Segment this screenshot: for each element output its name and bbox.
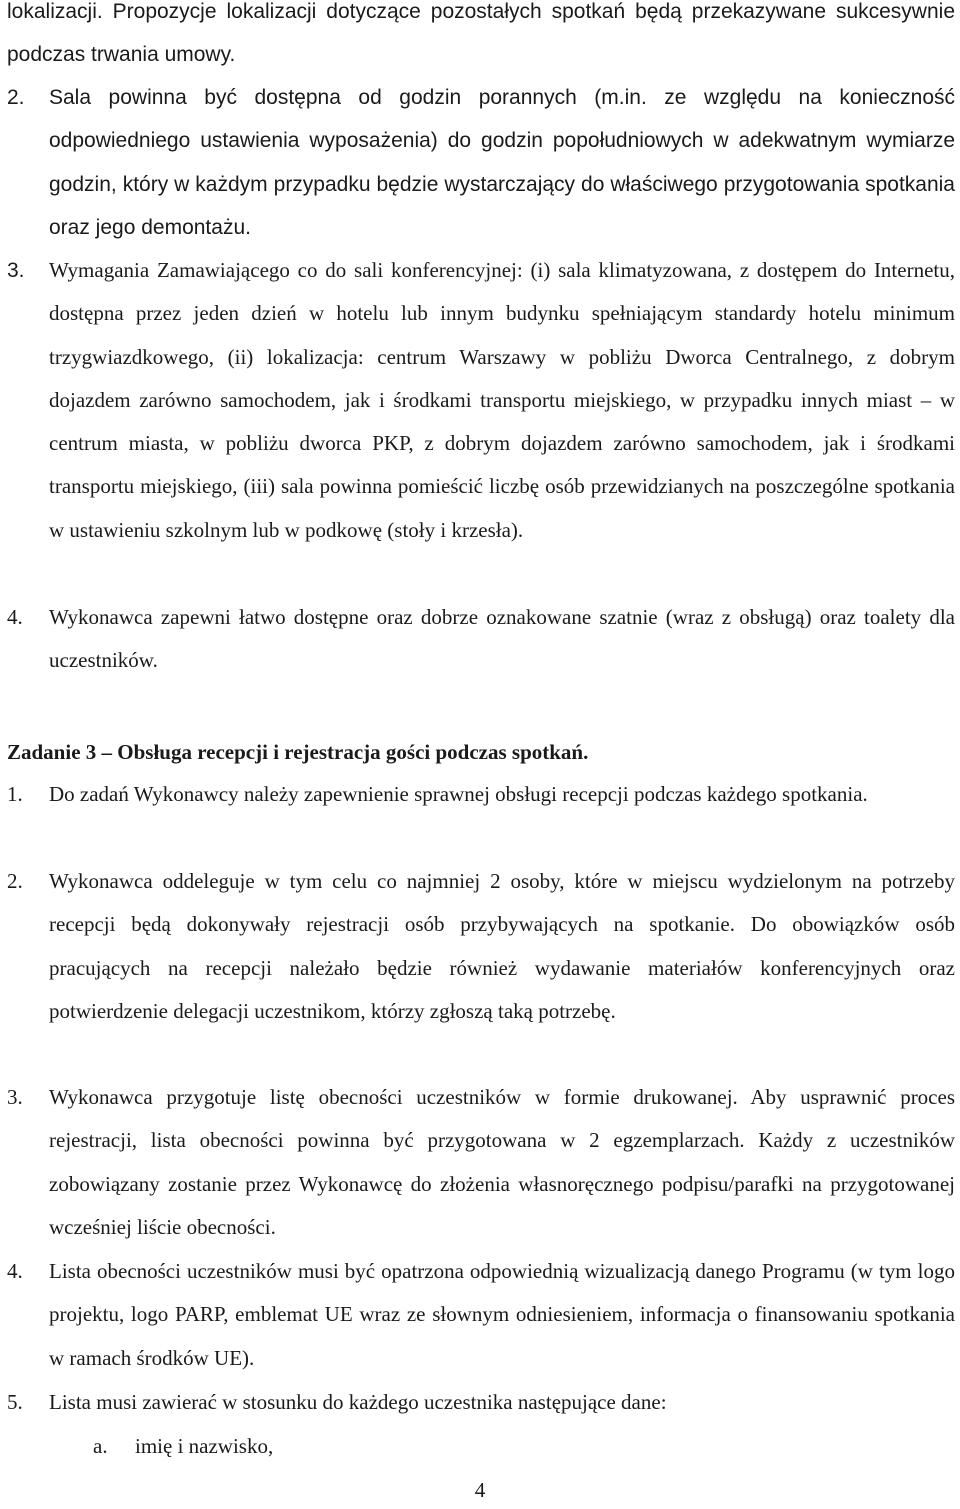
list-item-b3 <box>7 1076 955 1249</box>
sub-list-letter: a. <box>93 1434 108 1458</box>
sub-list-text: imię i nazwisko, <box>135 1434 274 1458</box>
list-item-b4 <box>7 1250 955 1380</box>
list-text: Wymagania Zamawiającego co do sali konferencyjnej: (i) sala klimatyzowana, z dostępem do Internetu, dostępna przez jeden dzień w hotelu lub innym budynku spełniającym standardy hotelu minimum trzygwiazdkowego, (ii) lokalizacja: centrum Warszawy w pobliżu Dworca Centralnego, z dobrym dojazdem zarówno samochodem, jak i środkami transportu miejskiego, w przypadku innych miast – w centrum miasta, w pobliżu dworca PKP, z dobrym dojazdem zarówno samochodem, jak i środkami transportu miejskiego, (iii) sala powinna pomieścić liczbę osób przewidzianych na poszczególne spotkania w ustawieniu szkolnym lub w podkowę (stoły i krzesła). <box>49 258 955 542</box>
list-number: 3. <box>7 1085 23 1109</box>
list-number: 4. <box>7 1259 23 1283</box>
list-text: Sala powinna być dostępna od godzin porannych (m.in. ze względu na konieczność odpowiedniego ustawienia wyposażenia) do godzin popołudniowych w adekwatnym wymiarze godzin, który w każdym przypadku będzie wystarczający do właściwego przygotowania spotkania oraz jego demontażu. <box>49 86 955 239</box>
list-item-b5 <box>7 1381 955 1424</box>
list-number: 4. <box>7 605 23 629</box>
list-item-a3 <box>7 249 955 552</box>
list-number: 1. <box>7 782 23 806</box>
list-text: Wykonawca oddeleguje w tym celu co najmniej 2 osoby, które w miejscu wydzielonym na potrzeby recepcji będą dokonywały rejestracji osób przybywających na spotkanie. Do obowiązków osób pracujących na recepcji należało będzie również wydawanie materiałów konferencyjnych oraz potwierdzenie delegacji uczestnikom, którzy zgłoszą taką potrzebę. <box>49 869 955 1023</box>
list-text: Lista musi zawierać w stosunku do każdego uczestnika następujące dane: <box>49 1390 667 1414</box>
list-number: 2. <box>7 869 23 893</box>
list-item-b2 <box>7 860 955 1033</box>
page-number: 4 <box>474 1478 486 1502</box>
list-text: Do zadań Wykonawcy należy zapewnienie sprawnej obsługi recepcji podczas każdego spotkania. <box>49 782 868 806</box>
list-number: 3. <box>7 259 25 282</box>
list-text: Wykonawca przygotuje listę obecności uczestników w formie drukowanej. Aby usprawnić proces rejestracji, lista obecności powinna być przygotowana w 2 egzemplarzach. Każdy z uczestników zobowiązany zostanie przez Wykonawcę do złożenia własnoręcznego podpisu/parafki na przygotowanej wcześniej liście obecności. <box>49 1085 955 1239</box>
continuation-paragraph: lokalizacji. Propozycje lokalizacji dotyczące pozostałych spotkań będą przekazywane sukcesywnie podczas trwania umowy. <box>7 0 955 67</box>
list-number: 5. <box>7 1390 23 1414</box>
list-item-a4 <box>7 596 955 683</box>
list-item-b1 <box>7 773 955 816</box>
sub-list-item-a <box>93 1425 273 1468</box>
list-text: Lista obecności uczestników musi być opatrzona odpowiednią wizualizacją danego Programu (w tym logo projektu, logo PARP, emblemat UE wraz ze słownym odniesieniem, informacja o finansowaniu spotkania w ramach środków UE). <box>49 1259 955 1370</box>
list-number: 2. <box>7 86 25 109</box>
section-heading: Zadanie 3 – Obsługa recepcji i rejestracja gości podczas spotkań. <box>7 740 589 764</box>
list-text: Wykonawca zapewni łatwo dostępne oraz dobrze oznakowane szatnie (wraz z obsługą) oraz toalety dla uczestników. <box>49 605 955 673</box>
list-item-a2 <box>7 76 955 249</box>
